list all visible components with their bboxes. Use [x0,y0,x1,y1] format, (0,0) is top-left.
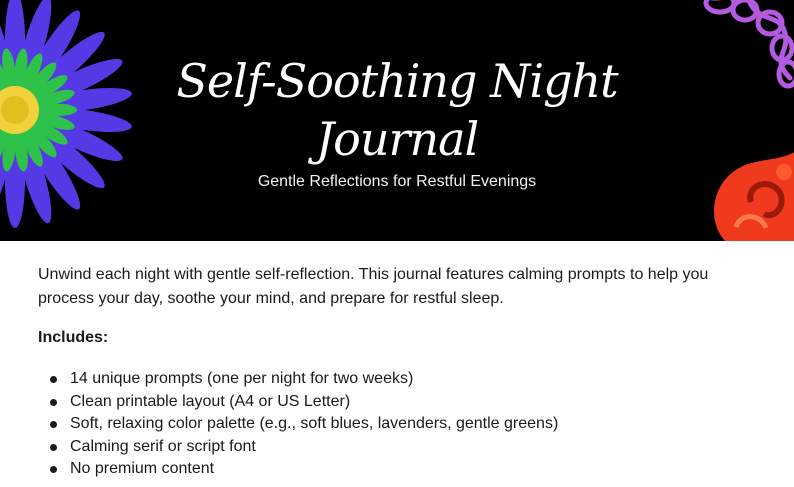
list-item [38,413,758,436]
page-title [0,52,794,168]
intro-paragraph: Unwind each night with gentle self-reflection. This journal features calming prompts to help you process your day, soothe your mind, and prepare for restful sleep. [38,266,709,307]
title-line-1: Self-Soothing Night [176,54,618,108]
title-line-2: Journal [315,112,479,166]
features-list [38,368,758,481]
list-item [38,458,758,481]
list-item [38,391,758,414]
feature-text: 14 unique prompts (one per night for two weeks) [70,370,414,387]
feature-text: Soft, relaxing color palette (e.g., soft blues, lavenders, gentle greens) [70,415,559,432]
hero-banner [0,0,794,241]
includes-heading: Includes: [38,329,109,346]
feature-text: Calming serif or script font [70,437,256,455]
bullet-icon [50,444,57,451]
list-item [38,368,758,391]
feature-text: No premium content [70,460,215,477]
list-item [38,436,758,459]
description-section [38,263,758,481]
feature-text: Clean printable layout (A4 or US Letter) [70,392,351,410]
bullet-icon [50,421,57,428]
bullet-icon [50,399,57,406]
bullet-icon [50,376,57,383]
page-subtitle: Gentle Reflections for Restful Evenings [257,173,537,190]
bullet-icon [50,466,57,473]
